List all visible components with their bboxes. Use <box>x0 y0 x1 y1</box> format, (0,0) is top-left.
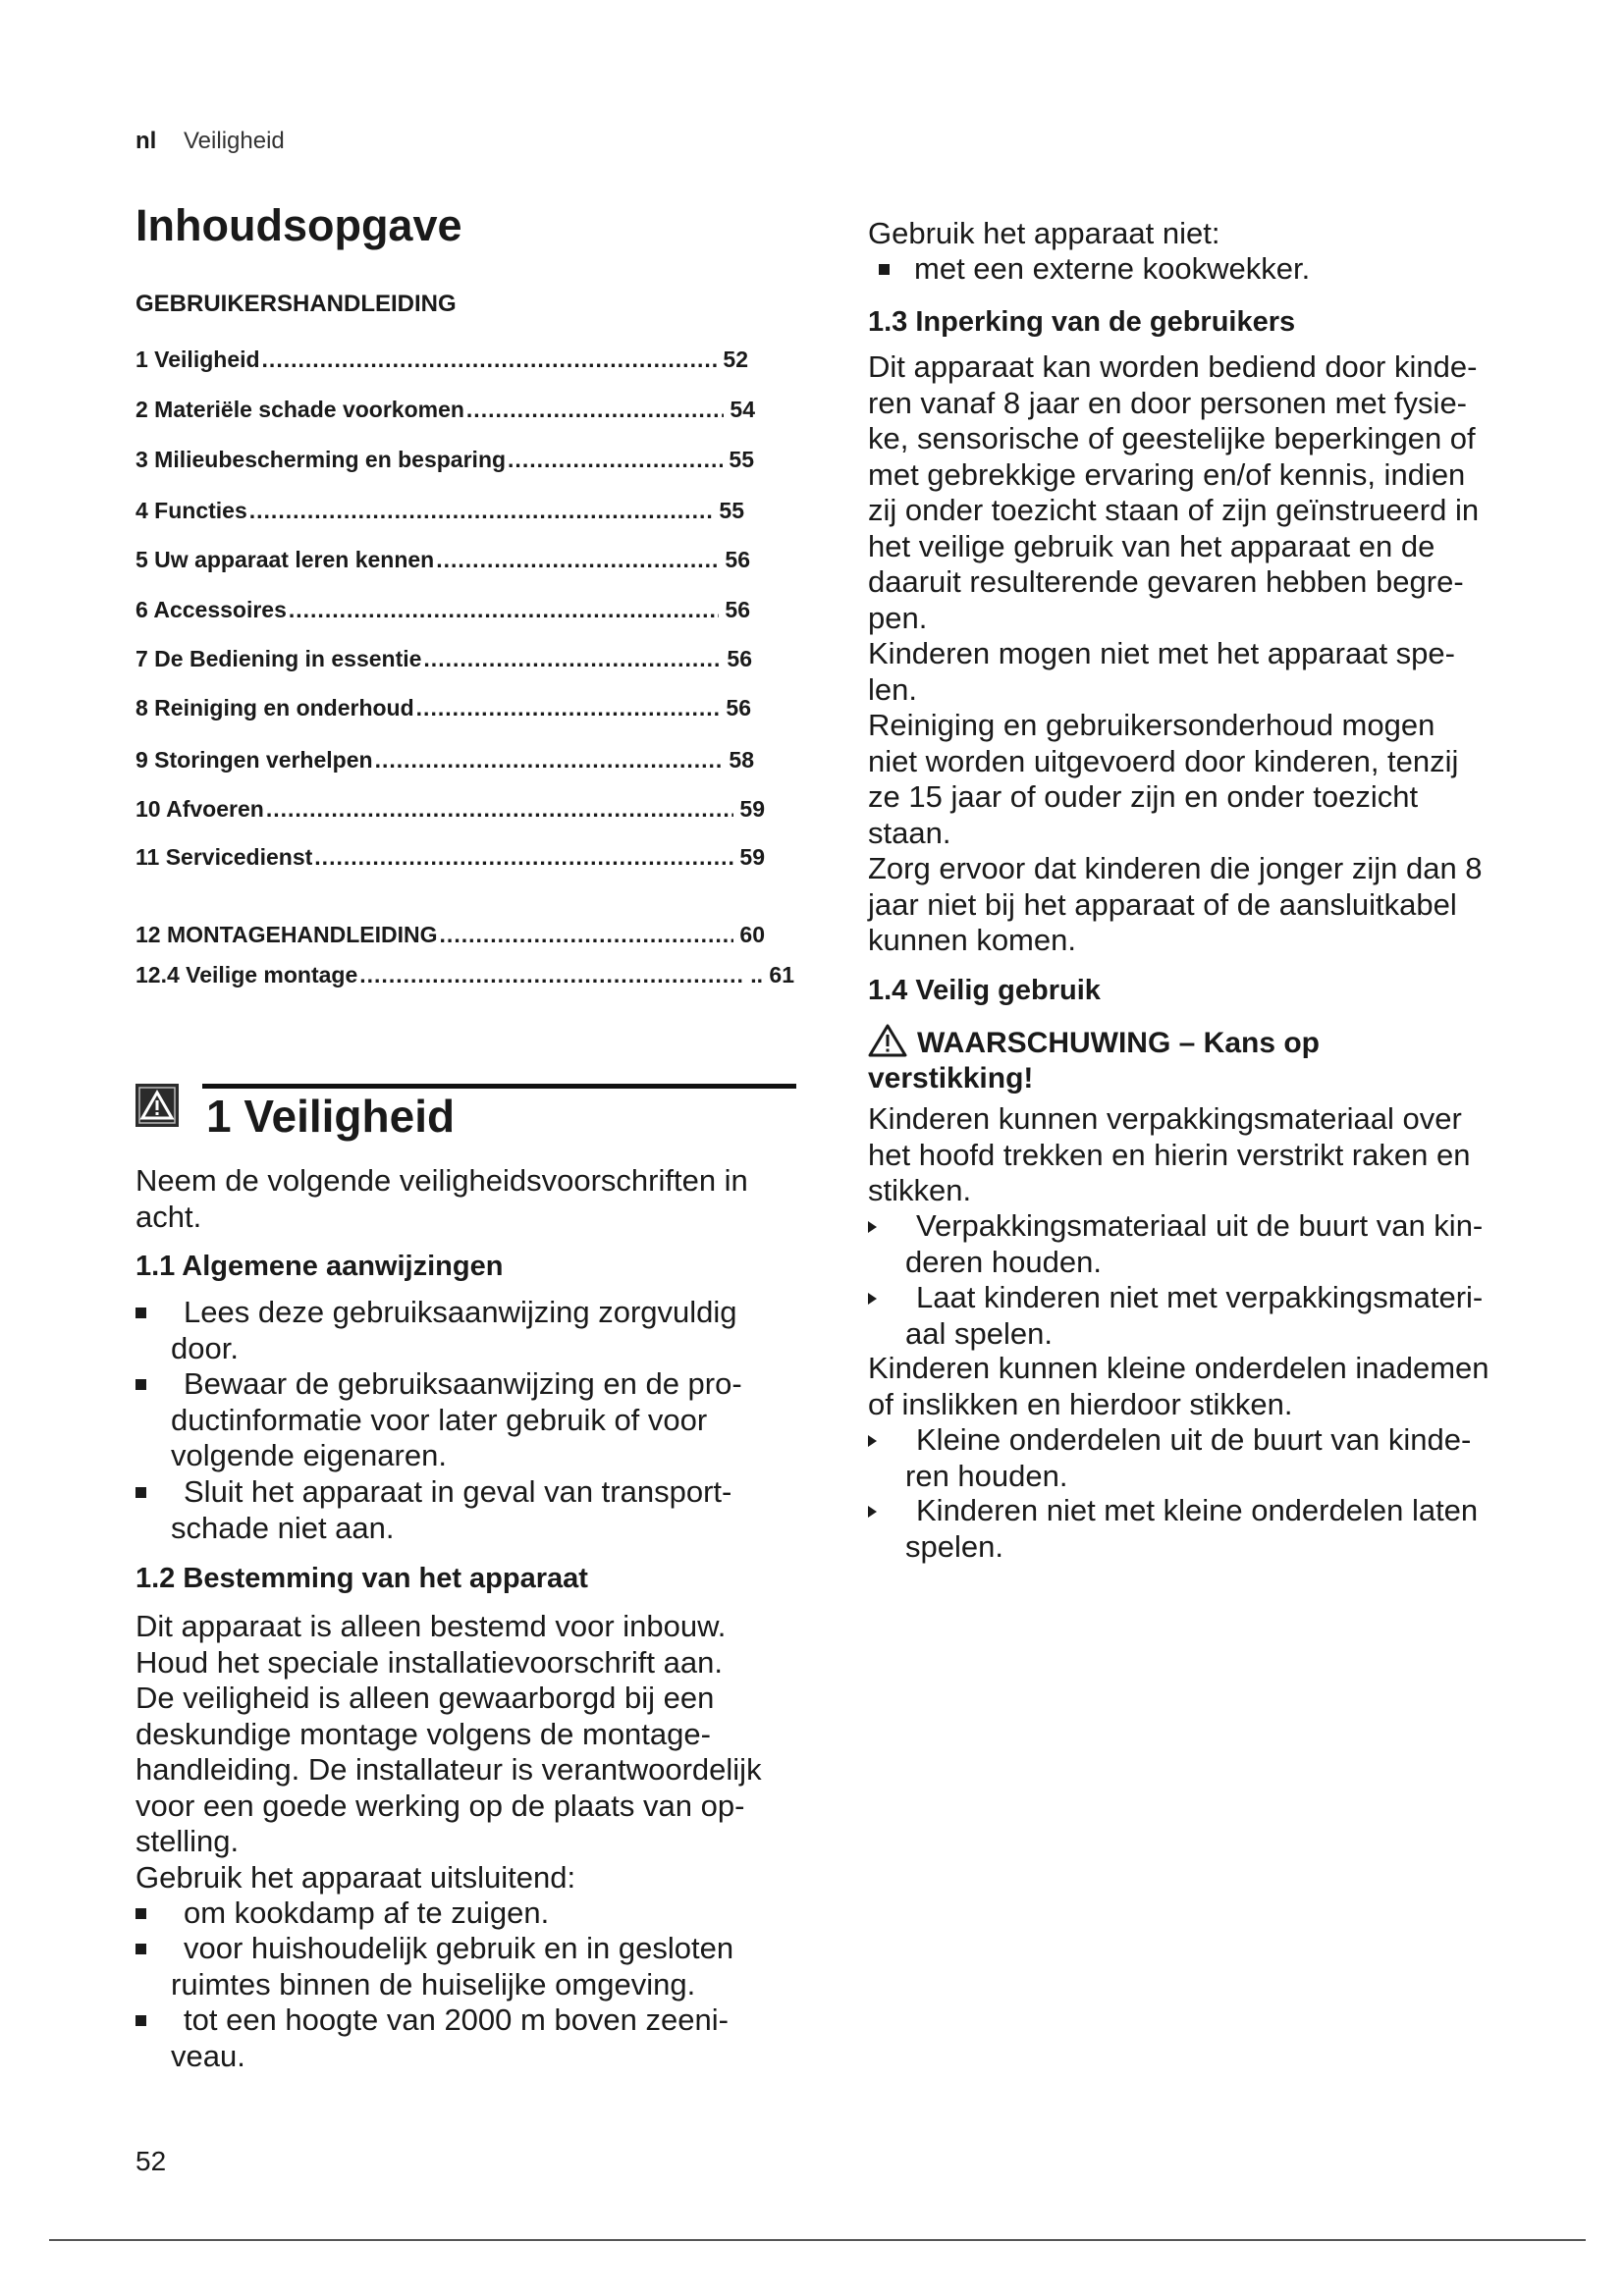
text-line: handleiding. De installateur is verantwoordelijk <box>135 1752 762 1787</box>
text-line: Reiniging en gebruikersonderhoud mogen <box>868 708 1435 742</box>
text-line: ze 15 jaar of ouder zijn en onder toezicht <box>868 779 1419 814</box>
toc-entry[interactable] <box>135 597 750 623</box>
warning-triangle-icon <box>868 1024 907 1057</box>
text-line: niet worden uitgevoerd door kinderen, tenzij <box>868 743 1459 778</box>
toc-title: Inhoudsopgave <box>135 200 462 250</box>
text-line: om kookdamp af te zuigen. <box>184 1896 550 1930</box>
toc-entry-title: 1 Veiligheid <box>135 347 260 372</box>
toc-entry-page: 52 <box>723 347 748 372</box>
text-line: daaruit resulterende gevaren hebben begre- <box>868 564 1464 599</box>
toc-leader <box>423 646 721 672</box>
text-line: ke, sensorische of geestelijke beperkingen of <box>868 421 1476 455</box>
text-line: door. <box>171 1330 239 1365</box>
toc-entry-title: 6 Accessoires <box>135 597 287 622</box>
toc-entry-page: 54 <box>730 397 755 422</box>
text-line: pen. <box>868 600 928 635</box>
text-line: Kinderen kunnen verpakkingsmateriaal over <box>868 1101 1462 1136</box>
toc-entry-title: 4 Functies <box>135 498 247 523</box>
toc-entry-page: 58 <box>729 747 754 773</box>
text-line: De veiligheid is alleen gewaarborgd bij een <box>135 1681 715 1715</box>
toc-entry[interactable] <box>135 498 744 524</box>
toc-subtitle: GEBRUIKERSHANDLEIDING <box>135 291 457 317</box>
page-number: 52 <box>135 2146 167 2176</box>
text-line: Lees deze gebruiksaanwijzing zorgvuldig <box>184 1295 737 1329</box>
toc-entry-title: 3 Milieubescherming en besparing <box>135 447 507 472</box>
toc-entry-page: 55 <box>729 447 754 472</box>
text-line: Gebruik het apparaat uitsluitend: <box>135 1859 576 1895</box>
text-line: stikken. <box>868 1173 972 1207</box>
text-line: spelen. <box>905 1528 1003 1564</box>
subsection-heading: 1.3 Inperking van de gebruikers <box>868 306 1296 338</box>
toc-leader <box>466 397 724 423</box>
text-line: staan. <box>868 815 951 850</box>
footer-rule <box>49 2239 1586 2241</box>
text-line: schade niet aan. <box>171 1510 395 1545</box>
toc-leader <box>375 747 724 774</box>
toc-leader <box>314 844 733 871</box>
list-item <box>905 1208 1483 1280</box>
list-item <box>914 251 1310 288</box>
toc-leader <box>262 347 718 373</box>
toc-entry-title: 5 Uw apparaat leren kennen <box>135 547 435 572</box>
toc-entry[interactable] <box>135 922 765 948</box>
section-rule <box>202 1084 796 1089</box>
toc-entry-title: 12 MONTAGEHANDLEIDING <box>135 922 438 947</box>
toc-entry-page: 60 <box>739 922 765 947</box>
text-line: ren vanaf 8 jaar en door personen met fysie- <box>868 385 1468 420</box>
list-item <box>171 1474 731 1546</box>
text-line: Neem de volgende veiligheidsvoorschriften in <box>135 1163 748 1198</box>
text-line: volgende eigenaren. <box>171 1438 447 1472</box>
toc-entry[interactable] <box>135 646 752 672</box>
list-item <box>171 1295 737 1366</box>
toc-leader <box>436 547 719 573</box>
text-line: Kinderen kunnen kleine onderdelen inademen <box>868 1351 1489 1385</box>
toc-entry-title: 9 Storingen verhelpen <box>135 747 373 773</box>
text-line: of inslikken en hierdoor stikken. <box>868 1386 1293 1421</box>
list-item <box>905 1493 1478 1565</box>
text-line: kunnen komen. <box>868 923 1076 957</box>
text-line: Dit apparaat is alleen bestemd voor inbouw. <box>135 1609 727 1643</box>
text-line: met een externe kookwekker. <box>914 251 1311 286</box>
warning-line <box>868 1024 1320 1061</box>
list-item <box>905 1422 1471 1494</box>
text-line: acht. <box>135 1199 202 1234</box>
text-line: Bewaar de gebruiksaanwijzing en de pro- <box>184 1366 742 1401</box>
text-line: len. <box>868 671 917 707</box>
paragraph <box>868 1351 1489 1422</box>
text-line: met gebrekkige ervaring en/of kennis, indien <box>868 456 1466 492</box>
list-item <box>171 2002 729 2074</box>
toc-entry[interactable] <box>135 447 754 473</box>
toc-entry-page: 59 <box>739 844 765 870</box>
toc-leader <box>508 447 723 473</box>
toc-leader <box>289 597 720 623</box>
toc-leader <box>440 922 734 948</box>
toc-entry-page: .. 61 <box>750 962 794 988</box>
toc-leader <box>249 498 714 524</box>
text-line: Verpakkingsmateriaal uit de buurt van kin- <box>916 1208 1484 1243</box>
paragraph <box>135 1609 762 1896</box>
text-line: stelling. <box>135 1824 240 1858</box>
text-line: aal spelen. <box>905 1315 1053 1351</box>
text-line: ren houden. <box>905 1458 1068 1493</box>
paragraph <box>868 1101 1470 1209</box>
text-line: zij onder toezicht staan of zijn geïnstrueerd in <box>868 493 1480 527</box>
toc-entry[interactable] <box>135 962 794 988</box>
toc-entry-title: 7 De Bediening in essentie <box>135 646 422 671</box>
toc-entry[interactable] <box>135 747 754 774</box>
toc-entry-page: 55 <box>719 498 744 523</box>
list-item <box>171 1896 549 1932</box>
toc-entry-page: 56 <box>725 597 750 622</box>
toc-entry-page: 56 <box>725 547 750 572</box>
toc-entry[interactable] <box>135 796 765 823</box>
text-line: deskundige montage volgens de montage- <box>135 1716 711 1751</box>
toc-entry-page: 59 <box>739 796 765 822</box>
text-line: ruimtes binnen de huiselijke omgeving. <box>171 1966 696 2002</box>
toc-entry[interactable] <box>135 844 765 871</box>
warning-heading <box>868 1024 1320 1096</box>
text-line: ductinformatie voor later gebruik of voor <box>171 1402 708 1437</box>
subsection-heading: 1.2 Bestemming van het apparaat <box>135 1563 588 1594</box>
toc-entry-title: 10 Afvoeren <box>135 796 264 822</box>
text-line: voor een goede werking op de plaats van op- <box>135 1788 745 1823</box>
running-header-section: Veiligheid <box>184 128 285 154</box>
text-line: Laat kinderen niet met verpakkingsmateri- <box>916 1280 1484 1314</box>
toc-entry[interactable] <box>135 547 750 573</box>
text-line: Kinderen niet met kleine onderdelen laten <box>916 1493 1479 1527</box>
text-line: deren houden. <box>905 1244 1102 1279</box>
toc-leader <box>266 796 734 823</box>
warning-text: WAARSCHUWING – Kans op <box>917 1027 1321 1059</box>
language-code: nl <box>135 128 157 154</box>
text-line: jaar niet bij het apparaat of de aansluitkabel <box>868 886 1457 922</box>
list-item <box>171 1931 733 2002</box>
toc-leader <box>359 962 744 988</box>
warning-text: verstikking! <box>868 1062 1034 1095</box>
toc-entry-title: 2 Materiële schade voorkomen <box>135 397 464 422</box>
text-line: het veilige gebruik van het apparaat en de <box>868 528 1435 563</box>
toc-entry-page: 56 <box>727 646 752 671</box>
toc-entry[interactable] <box>135 695 751 721</box>
toc-entry-page: 56 <box>726 695 751 721</box>
text-line: voor huishoudelijk gebruik en in gesloten <box>184 1931 734 1965</box>
paragraph <box>868 349 1483 959</box>
section-title: 1 Veiligheid <box>206 1091 456 1142</box>
text-line: veau. <box>171 2038 245 2073</box>
toc-entry-title: 12.4 Veilige montage <box>135 962 358 988</box>
text-line: tot een hoogte van 2000 m boven zeeni- <box>184 2002 729 2037</box>
subsection-heading: 1.4 Veilig gebruik <box>868 975 1101 1006</box>
text-line: het hoofd trekken en hierin verstrikt raken en <box>868 1137 1471 1172</box>
paragraph: Gebruik het apparaat niet: <box>868 216 1220 250</box>
text-line: Kinderen mogen niet met het apparaat spe- <box>868 636 1455 670</box>
text-line: Houd het speciale installatievoorschrift aan. <box>135 1644 723 1680</box>
list-item <box>171 1366 742 1474</box>
list-item <box>905 1280 1483 1352</box>
toc-entry[interactable] <box>135 347 748 373</box>
text-line: Kleine onderdelen uit de buurt van kinde- <box>916 1422 1472 1457</box>
text-line: Dit apparaat kan worden bediend door kinde- <box>868 349 1478 384</box>
toc-entry[interactable] <box>135 397 755 423</box>
toc-entry-title: 8 Reiniging en onderhoud <box>135 695 414 721</box>
section-intro <box>135 1163 803 1235</box>
subsection-heading: 1.1 Algemene aanwijzingen <box>135 1251 504 1282</box>
warning-book-icon <box>135 1084 179 1127</box>
toc-entry-title: 11 Servicedienst <box>135 844 313 870</box>
text-line: Zorg ervoor dat kinderen die jonger zijn dan 8 <box>868 851 1483 885</box>
toc-leader <box>416 695 721 721</box>
text-line: Sluit het apparaat in geval van transport- <box>184 1474 732 1509</box>
